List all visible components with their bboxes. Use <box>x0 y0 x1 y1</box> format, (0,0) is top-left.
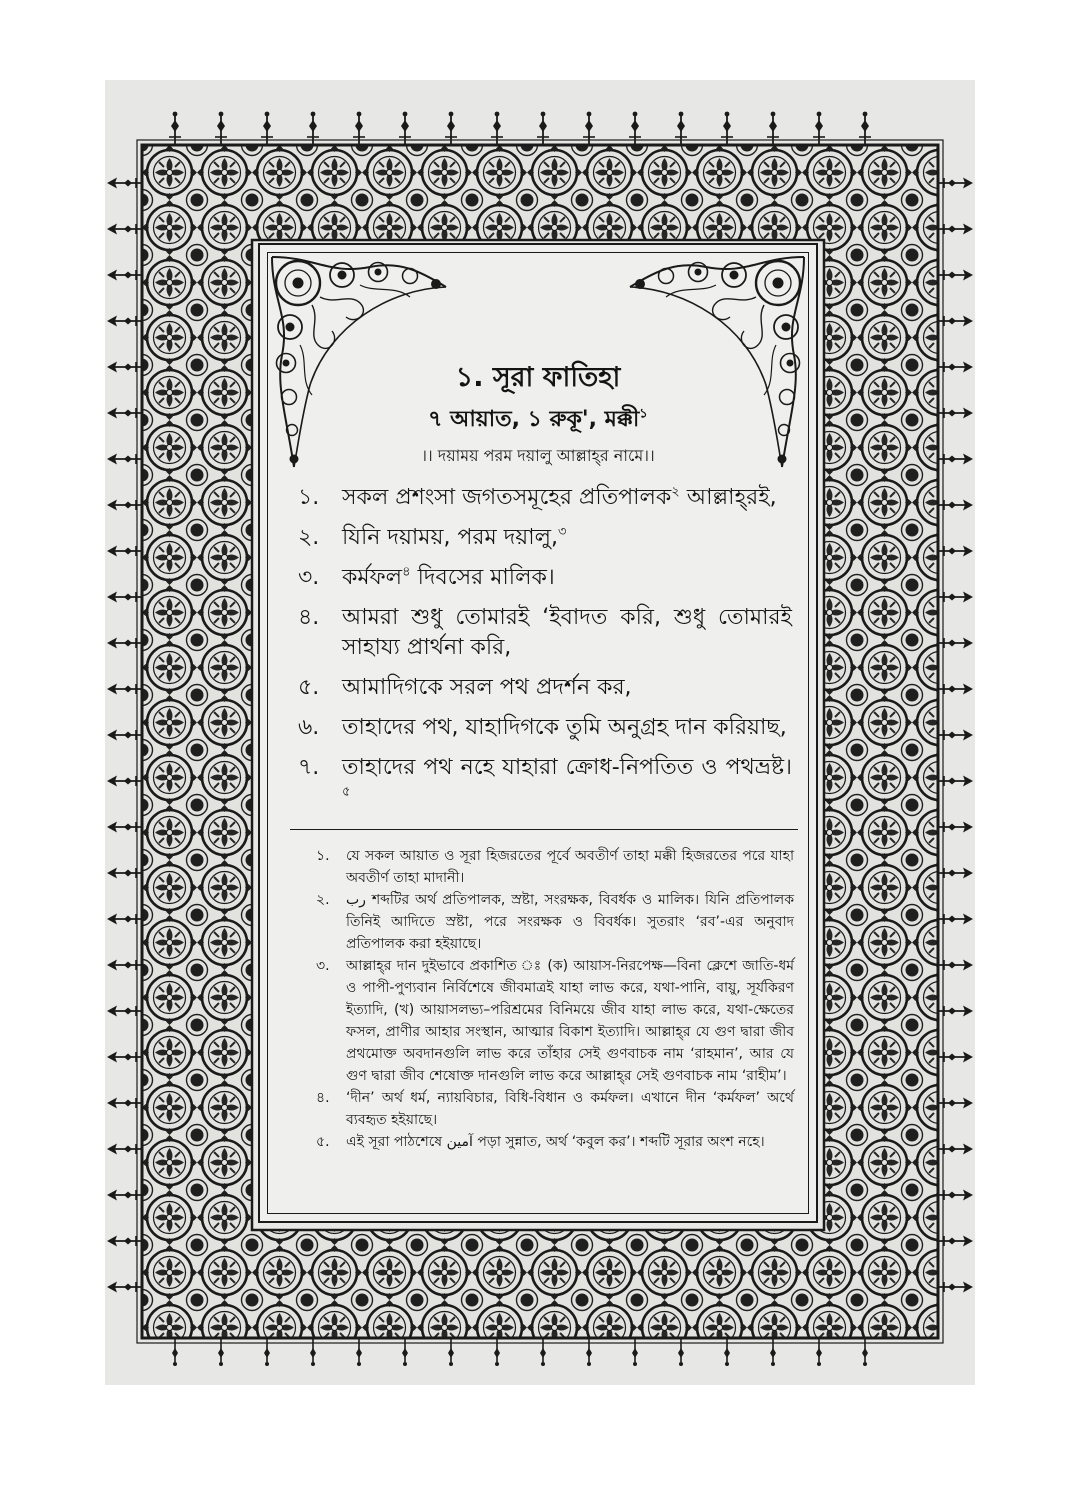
footnote-number: ৫. <box>316 1134 330 1150</box>
verse <box>298 753 792 813</box>
verse-text-main: তাহাদের পথ নহে যাহারা ক্রোধ-নিপতিত ও পথভ্রষ্ট। <box>342 755 792 780</box>
verse-text <box>342 753 792 813</box>
footnote-number: ২. <box>316 892 330 908</box>
verse-text <box>342 523 792 553</box>
verse-text-continued: দিবসের মালিক। <box>417 565 555 590</box>
footnote-ref: ৩ <box>557 524 567 540</box>
footnote-divider <box>290 829 798 830</box>
footnote-text <box>346 889 794 955</box>
verse <box>298 713 792 743</box>
footnote-text: আল্লাহ্‌র দান দুইভাবে প্রকাশিত ঃ (ক) আয়াস-নিরপেক্ষ—বিনা ক্লেশে জাতি-ধর্ম ও পাপী-পুণ্যবান নির্বিশেষে জীবমাত্রই যাহা লাভ করে, যথা-পানি, বায়ু, সূর্যকিরণ ইত্যাদি, (খ) আয়াসলভ্য–পরিশ্রমের বিনিময়ে জীব যাহা লাভ করে, যথা-ক্ষেতের ফসল, প্রাণীর আহার সংস্থান, আত্মার বিকাশ ইত্যাদি। আল্লাহ্‌র যে গুণ দ্বারা জীব প্রথমোক্ত অবদানগুলি লাভ করে তাঁহার সেই গুণবাচক নাম ‘রাহমান’, আর যে গুণ দ্বারা জীব শেষোক্ত দানগুলি লাভ করে আল্লাহ্‌র সেই গুণবাচক নাম ‘রাহীম’। <box>346 958 794 1084</box>
verse <box>298 603 792 663</box>
footnote-text <box>346 1131 794 1153</box>
verse-number: ৬. <box>298 715 320 740</box>
verse-number: ২. <box>298 525 320 550</box>
verse-text: তাহাদের পথ, যাহাদিগকে তুমি অনুগ্রহ দান করিয়াছ, <box>342 715 787 740</box>
arabic-word: آمين <box>446 1134 473 1150</box>
verse-text: আমাদিগকে সরল পথ প্রদর্শন কর, <box>342 675 632 700</box>
footnote <box>316 1087 794 1131</box>
footnote <box>316 845 794 889</box>
verse-text: আমরা শুধু তোমারই ‘ইবাদত করি, শুধু তোমারই সাহায্য প্রার্থনা করি, <box>342 605 792 660</box>
footnote-text: ‘দীন’ অর্থ ধর্ম, ন্যায়বিচার, বিধি-বিধান ও কর্মফল। এখানে দীন ‘কর্মফল’ অর্থে ব্যবহৃত হইয়াছে। <box>346 1090 794 1128</box>
footnote-text: যে সকল আয়াত ও সূরা হিজরতের পূর্বে অবতীর্ণ তাহা মক্কী হিজরতের পরে যাহা অবতীর্ণ তাহা মাদানী। <box>346 848 794 886</box>
invocation-line: ।। দয়াময় পরম দয়ালু আল্লাহ্‌র নামে।। <box>421 446 655 465</box>
footnote <box>316 889 794 955</box>
footnote-ref: ৪ <box>402 564 411 580</box>
footnote-ref: ২ <box>671 484 680 500</box>
footnote-number: ১. <box>316 848 330 864</box>
footnote-text-main: পড়া সুন্নাত, অর্থ ‘কবুল কর’। শব্দটি সূরার অংশ নহে। <box>477 1134 765 1150</box>
footnote-ref: ১ <box>639 406 648 422</box>
surah-title: ১. সূরা ফাতিহা <box>455 362 621 393</box>
verse-list <box>298 483 792 823</box>
footnote-text-lead: এই সূরা পাঠশেষে <box>346 1134 443 1150</box>
text-panel <box>258 243 818 1223</box>
verse-text-main: কর্মফল <box>342 565 403 590</box>
verse-number: ৫. <box>298 675 320 700</box>
footnote <box>316 1131 794 1153</box>
footnote-text-main: শব্দটির অর্থ প্রতিপালক, স্রষ্টা, সংরক্ষক, বিবর্ধক ও মালিক। যিনি প্রতিপালক তিনিই আদিতে স্রষ্টা, পরে সংরক্ষক ও বিবর্ধক। সুতরাং ‘রব’-এর অনুবাদ প্রতিপালক করা হইয়াছে। <box>346 892 794 952</box>
verse <box>298 673 792 703</box>
footnote-number: ৪. <box>316 1090 330 1106</box>
surah-meta-text: ৭ আয়াত, ১ রুকূ', মক্কী <box>428 407 640 432</box>
arabic-word: رب <box>346 892 366 908</box>
verse <box>298 523 792 553</box>
verse-number: ৭. <box>298 755 320 780</box>
footnote <box>316 955 794 1087</box>
verse <box>298 563 792 593</box>
verse-text <box>342 483 792 513</box>
footnote-number: ৩. <box>316 958 330 974</box>
verse-text <box>342 563 792 593</box>
verse-text-main: সকল প্রশংসা জগতসমূহের প্রতিপালক <box>342 485 672 510</box>
footnote-ref: ৫ <box>342 784 351 800</box>
surah-meta <box>260 405 816 435</box>
verse-number: ৩. <box>298 565 320 590</box>
verse-text-main: যিনি দয়াময়, পরম দয়ালু, <box>342 525 558 550</box>
verse <box>298 483 792 513</box>
footnote-list <box>316 845 794 1153</box>
verse-number: ৪. <box>298 605 320 630</box>
verse-text-continued: আল্লাহ্‌রই, <box>686 485 777 510</box>
verse-number: ১. <box>298 485 320 510</box>
